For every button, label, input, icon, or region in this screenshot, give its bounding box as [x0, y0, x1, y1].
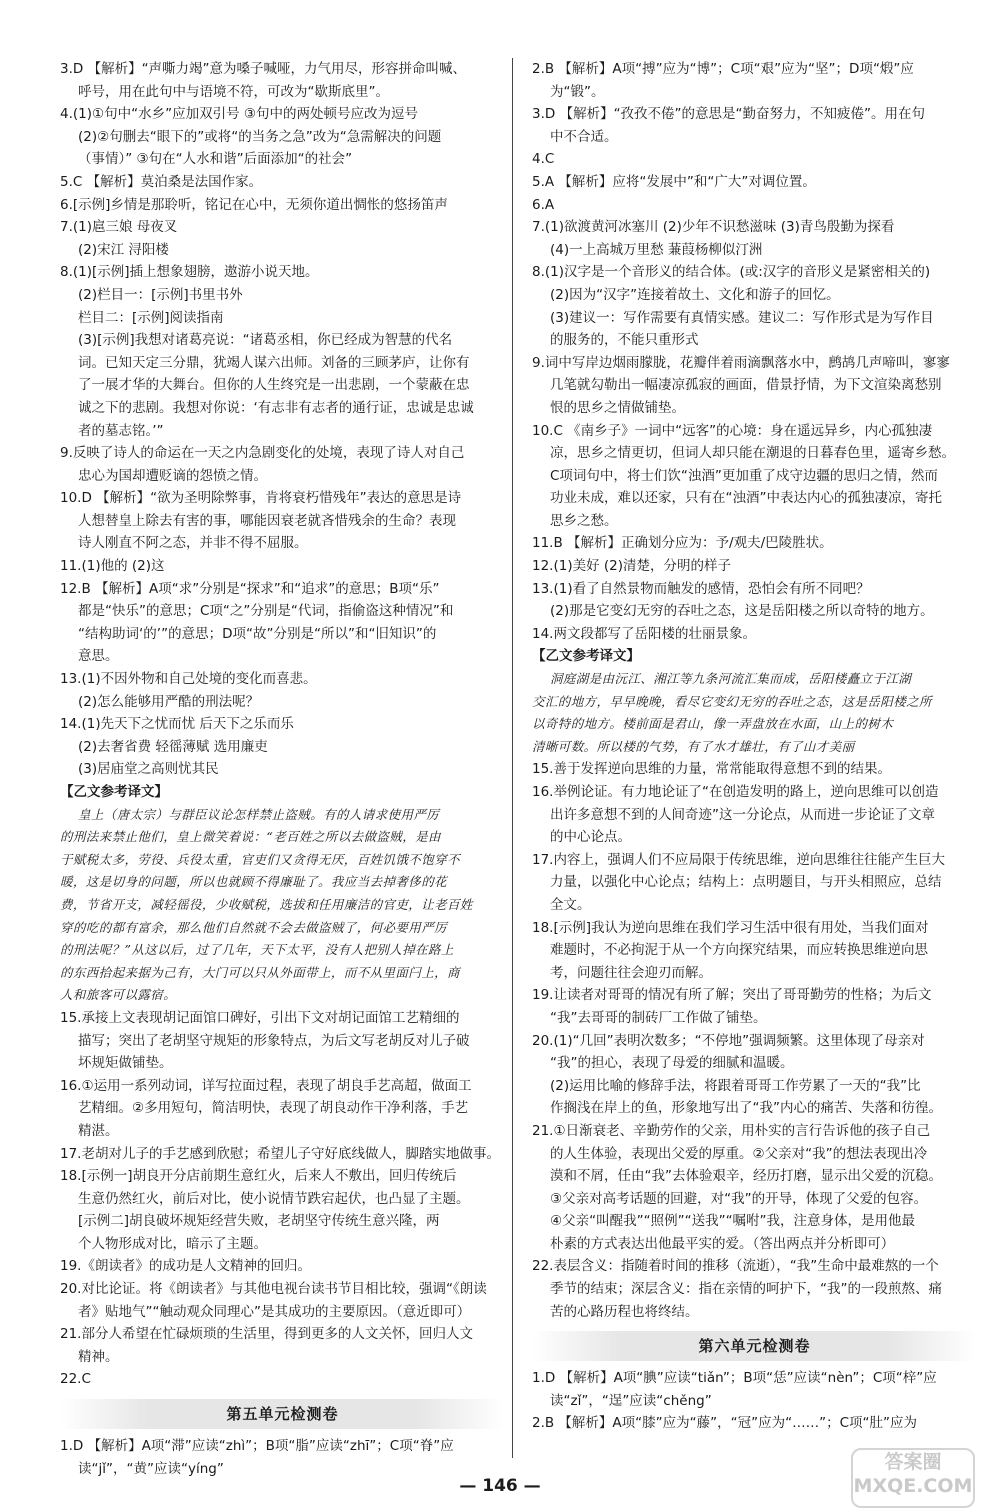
text-line: (2)②句删去“眼下的”或将“的当务之急”改为“急需解决的问题	[78, 128, 442, 145]
text-line: 10.C 《南乡子》一词中“远客”的心境：身在遥远异乡，内心孤独凄	[532, 422, 933, 439]
text-line: 13.(1)看了自然景物而触发的感情，恐怕会有所不同吧？	[532, 580, 870, 597]
text-line: 漠和不屑，任由“我”去体验艰辛，经历打磨，显示出父爱的沉稳。	[550, 1168, 942, 1185]
text-line: 21.①日渐衰老、辛勤劳作的父亲，用朴实的言行告诉他的孩子自己	[532, 1122, 931, 1139]
text-line: 7.(1)扈三娘 母夜叉	[60, 219, 178, 236]
text-line: 7.(1)欲渡黄河冰塞川 (2)少年不识愁滋味 (3)青鸟殷勤为探看	[532, 219, 895, 236]
text-line: 1.D 【解析】A项“腆”应读“tiǎn”；B项“恁”应读“nèn”；C项“梓”应	[532, 1370, 937, 1387]
watermark-logo	[851, 1448, 975, 1508]
text-line: 1.D 【解析】A项“滞”应读“zhì”；B项“脂”应读“zhī”；C项“脊”应	[60, 1438, 454, 1455]
text-line: 【乙文参考译文】	[60, 784, 168, 800]
text-line: 凉，思乡之情更切，但词人却只能在潮退的日暮春色里，遥寄乡愁。	[550, 445, 955, 462]
text-line: 4.(1)①句中“水乡”应加双引号 ③句中的两处顿号应改为逗号	[60, 106, 418, 123]
text-line: 14.两文段都写了岳阳楼的壮丽景象。	[532, 625, 756, 642]
text-line: 的刑法来禁止他们，皇上微笑着说：“老百姓之所以去做盗贼，是由	[60, 829, 441, 845]
text-line: 精神。	[78, 1348, 119, 1365]
text-line: （事情）” ③句在“人水和谐”后面添加“的社会”	[78, 151, 353, 168]
text-line: (3)居庙堂之高则忧其民	[78, 761, 219, 778]
text-line: 穿的吃的都有富余，那么他们自然就不会去做盗贼了，何必要用严厉	[60, 919, 448, 935]
text-line: (3)建议一：写作需要有真情实感。建议二：写作形式是为写作目	[550, 309, 934, 326]
text-line: 读“jǐ”，“黄”应读“yíng”	[78, 1460, 224, 1477]
text-line: 3.D 【解析】“声嘶力竭”意为嗓子喊哑，力气用尽，形容拼命叫喊、	[60, 61, 467, 77]
text-line: 16.①运用一系列动词，详写拉面过程，表现了胡良手艺高超，做面工	[60, 1077, 472, 1094]
text-line: 的刑法呢？”从这以后，过了几年，天下太平，没有人把别人掉在路上	[60, 942, 454, 958]
text-line: 者》贴地气”“触动观众同理心”是其成功的主要原因。（意近即可）	[78, 1303, 471, 1320]
text-line: 的人生体验，表现出父爱的厚重。②父亲对“我”的想法表现出冷	[550, 1145, 928, 1162]
text-line: (2)怎么能够用严酷的刑法呢？	[78, 693, 260, 710]
text-line: 季节的结束；深层含义：指在亲情的呵护下，“我”的一段煎熬、痛	[550, 1281, 942, 1298]
text-line: 12.(1)美好 (2)清楚，分明的样子	[532, 558, 732, 575]
text-line: 20.对比论证。将《朗读者》与其他电视台读书节目相比较，强调“《朗读	[60, 1281, 487, 1298]
right-column	[532, 58, 977, 1435]
text-line: (2)运用比喻的修辞手法，将跟着哥哥工作劳累了一天的“我”比	[550, 1077, 921, 1094]
text-line: 坏规矩做铺垫。	[78, 1055, 173, 1072]
text-line: 精湛。	[78, 1122, 119, 1139]
text-line: 3.D 【解析】“孜孜不倦”的意思是“勤奋努力，不知疲倦”。用在句	[532, 106, 926, 123]
text-line: 22.C	[60, 1371, 91, 1388]
text-line: 交汇的地方，早早晚晚，看尽它变幻无穷的吞吐之态，这是岳阳楼之所	[532, 693, 932, 709]
text-line: 18.[示例一]胡良开分店前期生意红火，后来人不敷出，回归传统后	[60, 1168, 457, 1185]
text-line: 21.部分人希望在忙碌烦琐的生活里，得到更多的人文关怀，回归人文	[60, 1326, 473, 1343]
text-line: 者的墓志铭。’”	[78, 422, 164, 439]
text-line: 人想替皇上除去有害的事，哪能因衰老就吝惜残余的生命？表现	[78, 512, 456, 529]
column-divider	[512, 58, 513, 1458]
text-line: 中不合适。	[550, 128, 618, 145]
text-line: 2.B 【解析】A项“搏”应为“博”；C项“艰”应为“坚”；D项“煅”应	[532, 61, 914, 77]
text-line: 洞庭湖是由沅江、湘江等九条河流汇集而成，岳阳楼矗立于江湖	[550, 671, 912, 687]
text-line: (3)[示例]我想对诸葛亮说：“诸葛丞相，你已经成为智慧的代名	[78, 332, 453, 349]
text-line: 恨的思乡之情做铺垫。	[550, 399, 685, 416]
text-line: 清晰可数。所以楼的气势，有了水才雄壮，有了山才美丽	[532, 738, 855, 754]
text-line: 思乡之愁。	[550, 512, 618, 529]
text-line: “我”的担心，表现了母爱的细腻和温暖。	[550, 1055, 794, 1072]
text-line: 考，问题往往会迎刃而解。	[550, 964, 712, 981]
text-line: 8.(1)[示例]插上想象翅膀，遨游小说天地。	[60, 264, 319, 281]
section-heading: 第五单元检测卷	[60, 1399, 505, 1429]
text-line: 都是“快乐”的意思；C项“之”分别是“代词，指偷盗这种情况”和	[78, 603, 454, 620]
text-line: (2)因为“汉字”连接着故土、文化和游子的回忆。	[550, 286, 840, 303]
text-line: “结构助词‘的’”的意思；D项“故”分别是“所以”和“旧知识”的	[78, 625, 437, 642]
page-number: — 146 —	[459, 1476, 541, 1496]
watermark-line1: 答案圈	[884, 1451, 942, 1473]
text-line: 20.(1)“几回”表明次数多；“不停地”强调频繁。这里体现了母亲对	[532, 1032, 925, 1049]
text-line: 19.让读者对哥哥的情况有所了解；突出了哥哥勤劳的性格；为后文	[532, 987, 932, 1004]
text-line: 17.老胡对儿子的手艺感到欣慰；希望儿子守好底线做人，脚踏实地做事。	[60, 1145, 500, 1162]
text-line: 人和旅客可以露宿。	[60, 987, 177, 1003]
text-line: 忠心为国却遭贬谪的怨愤之情。	[78, 467, 267, 484]
text-line: 意思。	[78, 648, 119, 665]
text-line: 难题时，不必拘泥于从一个方向探究结果，而应转换思维逆向思	[550, 942, 928, 959]
text-line: 费，节省开支，减轻徭役，少收赋税，选拔和任用廉洁的官吏，让老百姓	[60, 896, 473, 912]
text-line: 的东西拾起来据为己有，大门可以只从外面带上，而不从里面闩上，商	[60, 964, 460, 980]
text-line: 朴素的方式表达出他最平实的爱。（答出两点并分析即可）	[550, 1235, 895, 1252]
text-line: 出许多意想不到的人间奇迹”这一分论点，从而进一步论证了文章	[550, 806, 935, 823]
text-line: 13.(1)不因外物和自己处境的变化而喜悲。	[60, 671, 317, 688]
text-line: 18.[示例]我认为逆向思维在我们学习生活中很有用处，当我们面对	[532, 919, 929, 936]
section-heading: 第六单元检测卷	[532, 1331, 977, 1361]
text-line: 9.反映了诗人的命运在一天之内急剧变化的处境，表现了诗人对自己	[60, 445, 465, 462]
text-line: 12.B 【解析】A项“求”分别是“探求”和“追求”的意思；B项“乐”	[60, 580, 440, 597]
text-line: 诚之下的悲剧。我想对你说：‘有志非有志者的通行证，忠诚是忠诚	[78, 399, 474, 416]
text-line: 2.B 【解析】A项“膝”应为“藤”，“冠”应为“……”；C项“肚”应为	[532, 1415, 918, 1432]
text-line: 6.A	[532, 196, 555, 213]
text-line: [示例二]胡良破坏规矩经营失败，老胡坚守传统生意兴隆，两	[78, 1213, 440, 1230]
text-line: 功业未成，难以还家，只有在“浊酒”中表达内心的孤独凄凉，寄托	[550, 490, 942, 507]
text-line: 6.[示例]乡情是那聆听，铭记在心中，无须你道出惆怅的悠扬笛声	[60, 196, 448, 213]
text-line: 8.(1)汉字是一个音形义的结合体。(或:汉字的音形义是紧密相关的)	[532, 264, 931, 281]
text-line: 9.词中写岸边烟雨朦胧，花瓣伴着雨滴飘落水中，鹧鸪几声啼叫，寥寥	[532, 354, 950, 371]
text-line: 14.(1)先天下之忧而忧 后天下之乐而乐	[60, 716, 294, 733]
text-line: 个人物形成对比，暗示了主题。	[78, 1235, 267, 1252]
text-line: (2)宋江 浔阳楼	[78, 241, 169, 258]
text-line: 以奇特的地方。楼前面是君山，像一弄盘放在水面，山上的树木	[532, 716, 894, 732]
text-line: 苦的心路历程也将终结。	[550, 1303, 699, 1320]
text-line: 22.表层含义：指随着时间的推移（流逝），“我”生命中最难熬的一个	[532, 1258, 939, 1275]
left-column	[60, 58, 505, 1480]
text-line: 16.举例论证。有力地论证了“在创造发明的路上，逆向思维可以创造	[532, 784, 939, 800]
text-line: 15.承接上文表现胡记面馆口碑好，引出下文对胡记面馆工艺精细的	[60, 1009, 460, 1026]
text-line: 15.善于发挥逆向思维的力量，常常能取得意想不到的结果。	[532, 761, 891, 778]
text-line: 描写；突出了老胡坚守规矩的形象特点，为后文写老胡反对儿子破	[78, 1032, 470, 1049]
text-line: 为“锻”。	[550, 83, 605, 100]
text-line: 【乙文参考译文】	[532, 648, 640, 665]
text-line: 的服务的，不能只重形式	[550, 332, 699, 349]
text-line: (2)栏目一：[示例]书里书外	[78, 286, 243, 303]
text-line: 皇上（唐太宗）与群臣议论怎样禁止盗贼。有的人请求使用严厉	[78, 806, 440, 822]
text-line: 的中心论点。	[550, 829, 631, 846]
text-line: 17.内容上，强调人们不应局限于传统思维，逆向思维往往能产生巨大	[532, 851, 945, 868]
text-line: 生意仍然红火，前后对比，使小说情节跌宕起伏，也凸显了主题。	[78, 1190, 470, 1207]
text-line: 几笔就勾勒出一幅凄凉孤寂的画面，借景抒情，为下文渲染离愁别	[550, 377, 942, 394]
text-line: 力量，以强化中心论点；结构上：点明题目，与开头相照应，总结	[550, 874, 942, 891]
text-line: 19.《朗读者》的成功是人文精神的回归。	[60, 1258, 311, 1275]
text-line: 10.D 【解析】“欲为圣明除弊事，肯将衰朽惜残年”表达的意思是诗	[60, 490, 462, 507]
text-line: C项词句中，将士们饮“浊酒”更加重了戍守边疆的思归之情，然而	[550, 467, 938, 484]
text-line: 栏目二：[示例]阅读指南	[78, 309, 224, 326]
text-line: 艺精细。②多用短句，简洁明快，表现了胡良动作干净利落，手艺	[78, 1100, 469, 1117]
text-line: (2)那是它变幻无穷的吞吐之态，这是岳阳楼之所以奇特的地方。	[550, 603, 934, 620]
text-line: 4.C	[532, 151, 555, 168]
text-line: 11.B 【解析】正确划分应为：予/观夫/巴陵胜状。	[532, 535, 833, 552]
text-line: 5.C 【解析】莫泊桑是法国作家。	[60, 173, 263, 190]
text-line: ③父亲对高考话题的回避，对“我”的开导，体现了父爱的包容。	[550, 1190, 928, 1207]
text-line: ④父亲“叫醒我”“照例”“送我”“嘱咐”我，注意身体，是用他最	[550, 1213, 916, 1230]
text-line: “我”去哥哥的制砖厂工作做了铺垫。	[550, 1009, 767, 1026]
text-line: 暖，这是切身的问题，所以也就顾不得廉耻了。我应当去掉奢侈的花	[60, 874, 448, 890]
text-line: 作搁浅在岸上的鱼，形象地写出了“我”内心的痛苦、失落和彷徨。	[550, 1100, 942, 1117]
text-line: 全文。	[550, 896, 591, 913]
text-line: 读“zǐ”，“逞”应读“chěng”	[550, 1392, 712, 1409]
text-line: 于赋税太多，劳役、兵役太重，官吏们又贪得无厌，百姓饥饿不饱穿不	[60, 851, 460, 867]
text-line: 5.A 【解析】应将“发展中”和“广大”对调位置。	[532, 173, 816, 190]
text-line: 11.(1)他的 (2)这	[60, 558, 165, 575]
text-line: (2)去奢省费 轻徭薄赋 选用廉吏	[78, 738, 268, 755]
text-line: 了一展才华的大舞台。但你的人生终究是一出悲剧，一个蒙蔽在忠	[78, 377, 470, 394]
text-line: 词。已知天定三分鼎，犹竭人谋六出师。刘备的三顾茅庐，让你有	[78, 354, 470, 371]
text-line: 诗人刚直不阿之态，并非不得不屈服。	[78, 535, 308, 552]
text-line: 呼号，用在此句中与语境不符，可改为“歇斯底里”。	[78, 83, 389, 100]
watermark-line2: MXQE.COM	[853, 1475, 973, 1497]
text-line: (4)一上高城万里愁 蒹葭杨柳似汀洲	[550, 241, 763, 258]
